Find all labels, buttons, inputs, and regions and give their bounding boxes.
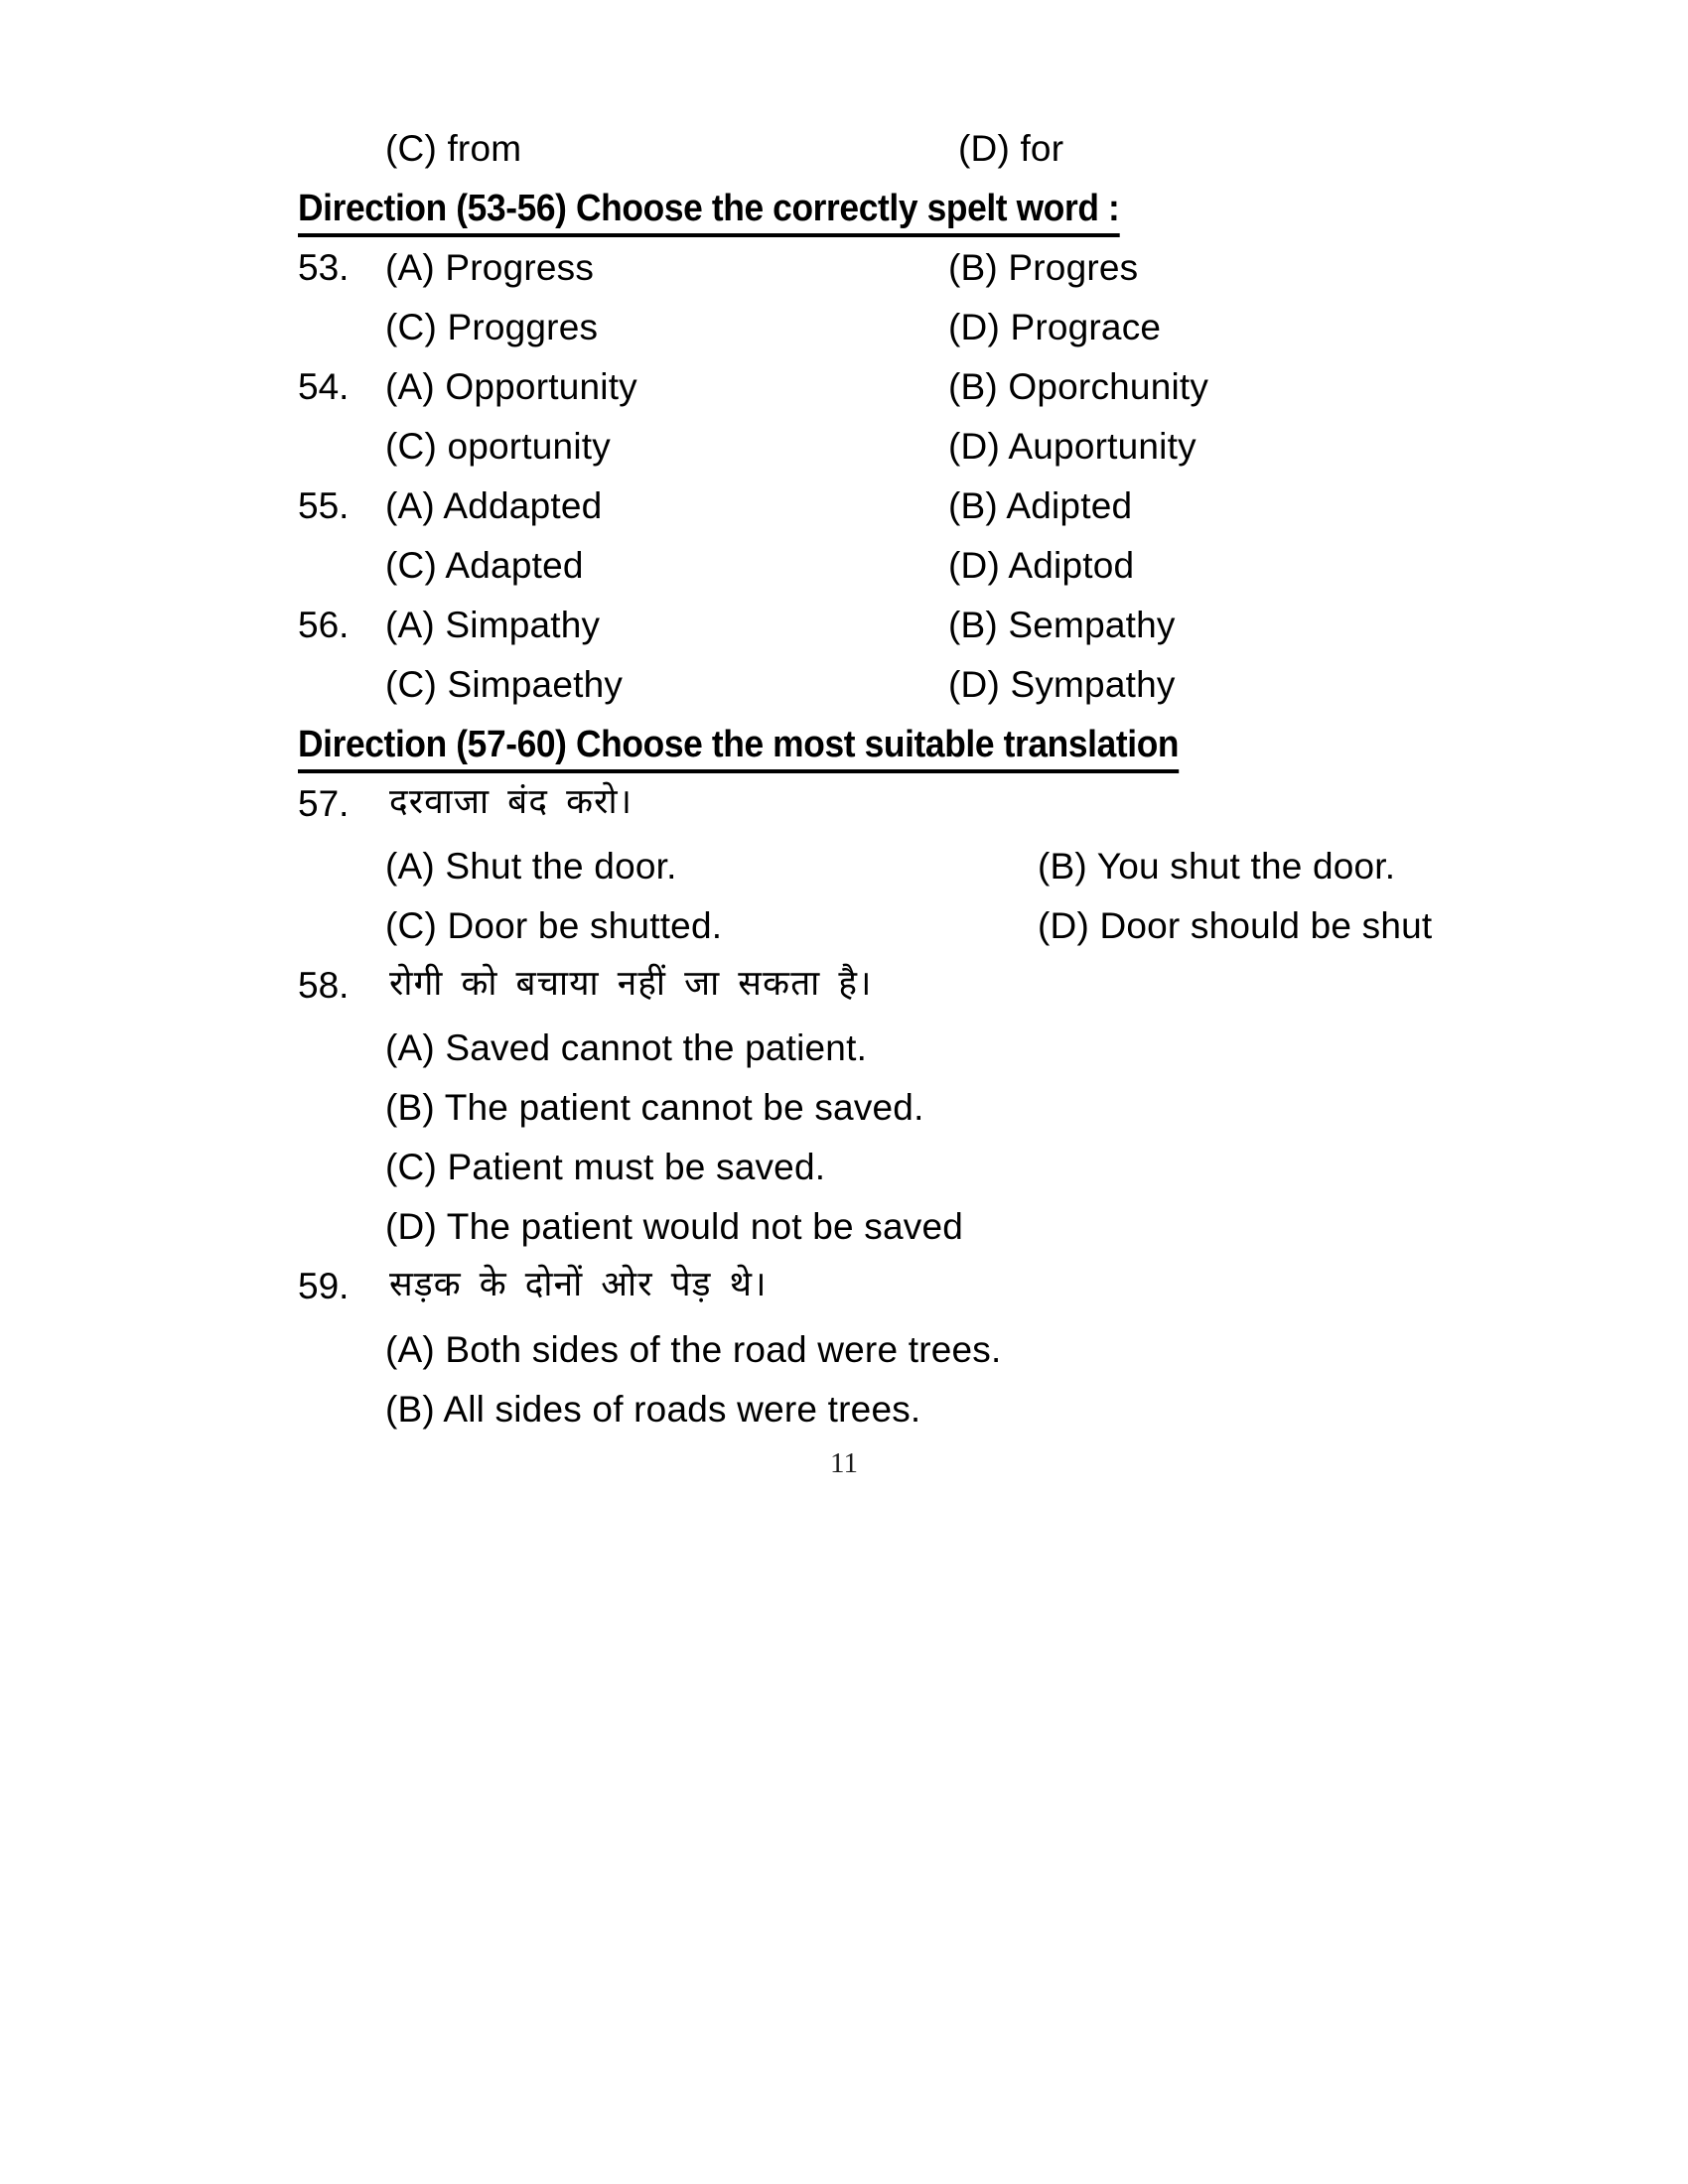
q58-option-b[interactable]: (B) The patient cannot be saved. xyxy=(385,1087,924,1128)
q53-option-a[interactable]: (A) Progress xyxy=(385,247,595,288)
option-c-carryover: (C) from xyxy=(385,128,522,169)
q58-prompt-hindi: रोगी को बचाया नहीं जा सकता है। xyxy=(389,964,873,1003)
question-number-58: 58. xyxy=(298,965,350,1006)
q57-option-d[interactable]: (D) Door should be shut xyxy=(1038,905,1433,946)
question-number-54: 54. xyxy=(298,366,350,407)
q57-option-b[interactable]: (B) You shut the door. xyxy=(1038,846,1396,887)
q55-option-a[interactable]: (A) Addapted xyxy=(385,485,603,526)
page-number: 11 xyxy=(830,1447,858,1479)
question-number-59: 59. xyxy=(298,1266,350,1306)
q56-option-b[interactable]: (B) Sempathy xyxy=(948,605,1176,645)
question-number-57: 57. xyxy=(298,783,350,824)
q55-option-c[interactable]: (C) Adapted xyxy=(385,545,584,586)
question-number-56: 56. xyxy=(298,605,350,645)
question-number-55: 55. xyxy=(298,485,350,526)
q57-option-c[interactable]: (C) Door be shutted. xyxy=(385,905,723,946)
q57-option-a[interactable]: (A) Shut the door. xyxy=(385,846,677,887)
q55-option-d[interactable]: (D) Adiptod xyxy=(948,545,1135,586)
q55-option-b[interactable]: (B) Adipted xyxy=(948,485,1133,526)
q58-option-a[interactable]: (A) Saved cannot the patient. xyxy=(385,1027,868,1068)
q59-prompt-hindi: सड़क के दोनों ओर पेड़ थे। xyxy=(389,1265,768,1303)
direction-heading-53-56: Direction (53-56) Choose the correctly spelt word : xyxy=(298,187,1119,237)
q53-option-b[interactable]: (B) Progres xyxy=(948,247,1139,288)
q54-option-b[interactable]: (B) Oporchunity xyxy=(948,366,1209,407)
q58-option-c[interactable]: (C) Patient must be saved. xyxy=(385,1147,826,1187)
q58-option-d[interactable]: (D) The patient would not be saved xyxy=(385,1206,964,1247)
q57-prompt-hindi: दरवाजा बंद करो। xyxy=(389,782,633,821)
q54-option-a[interactable]: (A) Opportunity xyxy=(385,366,637,407)
q54-option-c[interactable]: (C) oportunity xyxy=(385,426,611,467)
q59-option-b[interactable]: (B) All sides of roads were trees. xyxy=(385,1389,921,1430)
q53-option-c[interactable]: (C) Proggres xyxy=(385,307,599,347)
q59-option-a[interactable]: (A) Both sides of the road were trees. xyxy=(385,1329,1002,1370)
q56-option-c[interactable]: (C) Simpaethy xyxy=(385,664,624,705)
option-d-carryover: (D) for xyxy=(958,128,1064,169)
q56-option-d[interactable]: (D) Sympathy xyxy=(948,664,1176,705)
q53-option-d[interactable]: (D) Prograce xyxy=(948,307,1162,347)
q56-option-a[interactable]: (A) Simpathy xyxy=(385,605,601,645)
q54-option-d[interactable]: (D) Auportunity xyxy=(948,426,1196,467)
question-number-53: 53. xyxy=(298,247,350,288)
direction-heading-57-60: Direction (57-60) Choose the most suitable translation xyxy=(298,723,1179,773)
